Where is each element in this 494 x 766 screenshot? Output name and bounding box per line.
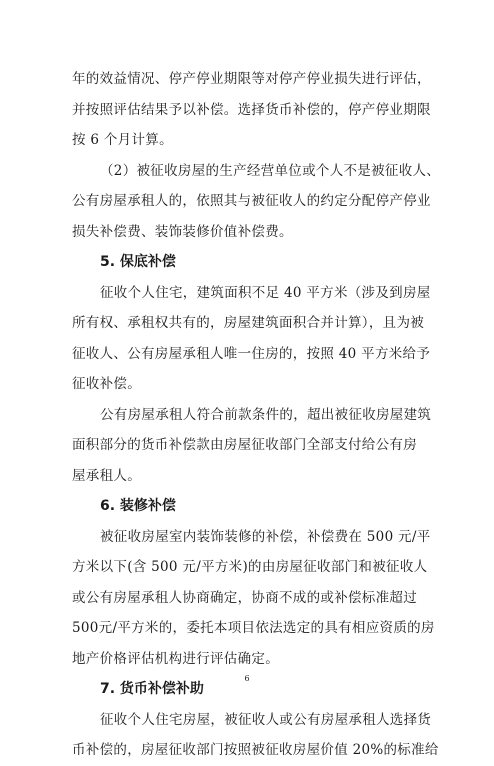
- body-line: 征收人、公有房屋承租人唯一住房的，按照 40 平方米给予: [72, 345, 431, 362]
- body-line: 征收补偿。: [72, 376, 141, 392]
- body-line: 损失补偿费、装饰装修价值补偿费。: [72, 223, 293, 240]
- body-line: 币补偿的，房屋征收部门按照被征收房屋价值 20%的标准给: [72, 742, 439, 758]
- body-line: 并按照评估结果予以补偿。选择货币补偿的，停产停业期限: [72, 101, 431, 118]
- body-line: 按 6 个月计算。: [72, 132, 173, 148]
- body-line: 公有房屋承租人符合前款条件的，超出被征收房屋建筑: [100, 406, 432, 423]
- body-line: 方米以下(含 500 元/平方米)的由房屋征收部门和被征收人: [72, 559, 428, 575]
- body-line: 500元/平方米的，委托本项目依法选定的具有相应资质的房: [72, 620, 435, 636]
- body-line: 被征收房屋室内装饰装修的补偿，补偿费在 500 元/平: [100, 528, 431, 545]
- body-line: 年的效益情况、停产停业期限等对停产停业损失进行评估，: [72, 71, 431, 87]
- body-line: 地产价格评估机构进行评估确定。: [72, 650, 279, 667]
- body-line: 所有权、承租权共有的，房屋建筑面积合并计算），且为被: [72, 315, 425, 331]
- body-line: 公有房屋承租人的，依照其与被征收人的约定分配停产停业: [72, 193, 431, 209]
- section-heading-7: 7. 货币补偿补助: [100, 681, 204, 697]
- body-line: 面积部分的货币补偿款由房屋征收部门全部支付给公有房: [72, 437, 417, 453]
- body-line: 或公有房屋承租人协商确定，协商不成的或补偿标准超过: [72, 589, 417, 606]
- section-heading-6: 6. 装修补偿: [100, 498, 176, 514]
- body-line: （2）被征收房屋的生产经营单位或个人不是被征收人、: [100, 162, 441, 179]
- body-line: 屋承租人。: [72, 467, 141, 484]
- page-number: 6: [244, 674, 250, 683]
- body-line: 征收个人住宅房屋，被征收人或公有房屋承租人选择货: [100, 711, 432, 728]
- section-heading-5: 5. 保底补偿: [100, 254, 176, 270]
- body-line: 征收个人住宅，建筑面积不足 40 平方米（涉及到房屋: [100, 284, 431, 301]
